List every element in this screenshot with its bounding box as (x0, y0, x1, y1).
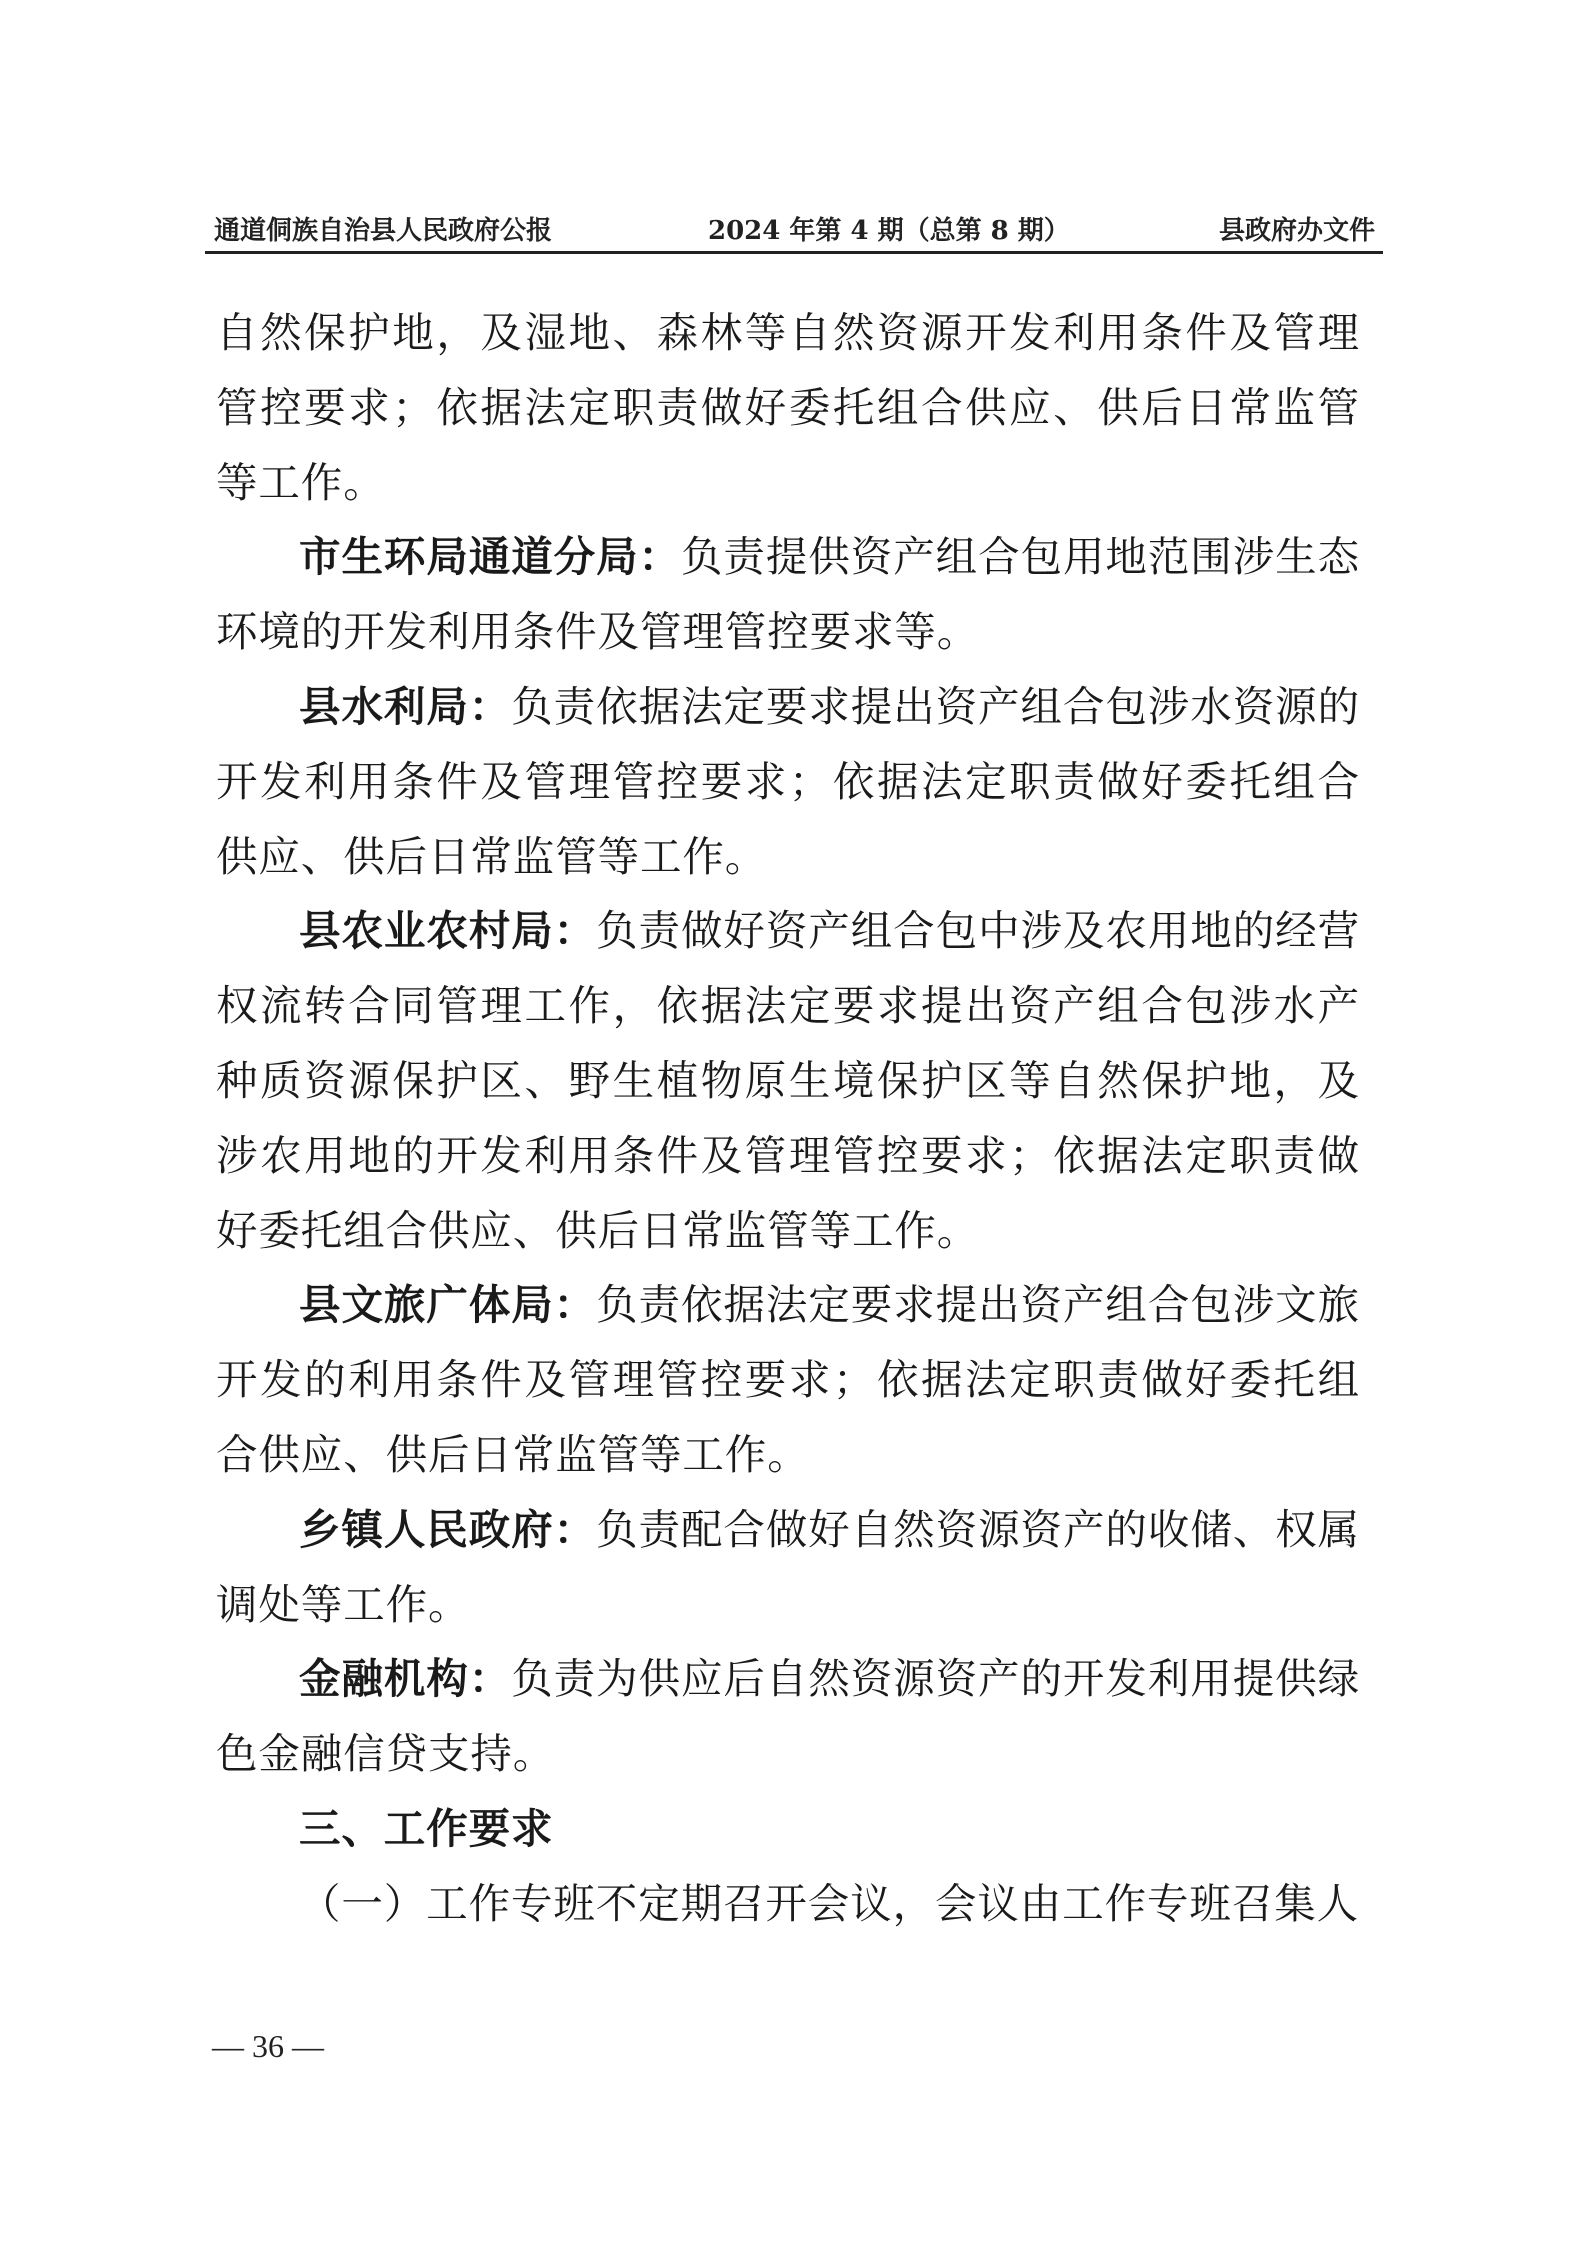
header-gazette-name: 通道侗族自治县人民政府公报 (214, 216, 553, 246)
paragraph-continued (216, 296, 1360, 520)
paragraph-financial-institutions (216, 1642, 1360, 1792)
section-heading: 三、工作要求 (299, 1803, 554, 1853)
paragraph-text: 自然保护地，及湿地、森林等自然资源开发利用条件及管理管控要求；依据法定职责做好委托组合供应、供后日常监管等工作。 (216, 308, 1360, 507)
header-issue-number: 2024 年第 4 期（总第 8 期） (708, 216, 1070, 246)
paragraph-text: 负责配合做好自然资源资产的收储、权属调处等工作。 (216, 1504, 1360, 1629)
paragraph-lead: 市生环局通道分局： (299, 532, 681, 582)
header-rule (205, 251, 1383, 254)
paragraph-culture-tourism-bureau (216, 1268, 1360, 1492)
paragraph-work-requirement-1: （一）工作专班不定期召开会议，会议由工作专班召集人 (299, 1878, 1360, 1928)
paragraph-water-bureau (216, 670, 1360, 894)
paragraph-text: 负责依据法定要求提出资产组合包涉文旅开发的利用条件及管理管控要求；依据法定职责做好委托组合供应、供后日常监管等工作。 (216, 1280, 1360, 1479)
paragraph-township-government (216, 1493, 1360, 1643)
paragraph-lead: 金融机构： (299, 1654, 512, 1704)
paragraph-lead: 县水利局： (299, 681, 512, 731)
paragraph-text: 负责为供应后自然资源资产的开发利用提供绿色金融信贷支持。 (216, 1654, 1360, 1779)
paragraph-agriculture-bureau (216, 894, 1360, 1268)
paragraph-ecology-bureau (216, 520, 1360, 670)
document-body (216, 296, 1360, 1942)
page-number: — 36 — (212, 2028, 324, 2064)
header-section-name: 县政府办文件 (1218, 216, 1375, 246)
paragraph-text: 负责提供资产组合包用地范围涉生态环境的开发利用条件及管理管控要求等。 (216, 532, 1361, 657)
paragraph-text: 负责依据法定要求提出资产组合包涉水资源的开发利用条件及管理管控要求；依据法定职责做好委托组合供应、供后日常监管等工作。 (216, 681, 1360, 881)
paragraph-text: 负责做好资产组合包中涉及农用地的经营权流转合同管理工作，依据法定要求提出资产组合包涉水产种质资源保护区、野生植物原生境保护区等自然保护地，及涉农用地的开发利用条件及管理管控要求；依据法定职责做好委托组合供应、供后日常监管等工作。 (216, 906, 1360, 1255)
paragraph-lead: 乡镇人民政府： (299, 1504, 597, 1554)
paragraph-lead: 县文旅广体局： (299, 1280, 597, 1330)
running-header (208, 212, 1383, 250)
paragraph-lead: 县农业农村局： (299, 906, 597, 956)
